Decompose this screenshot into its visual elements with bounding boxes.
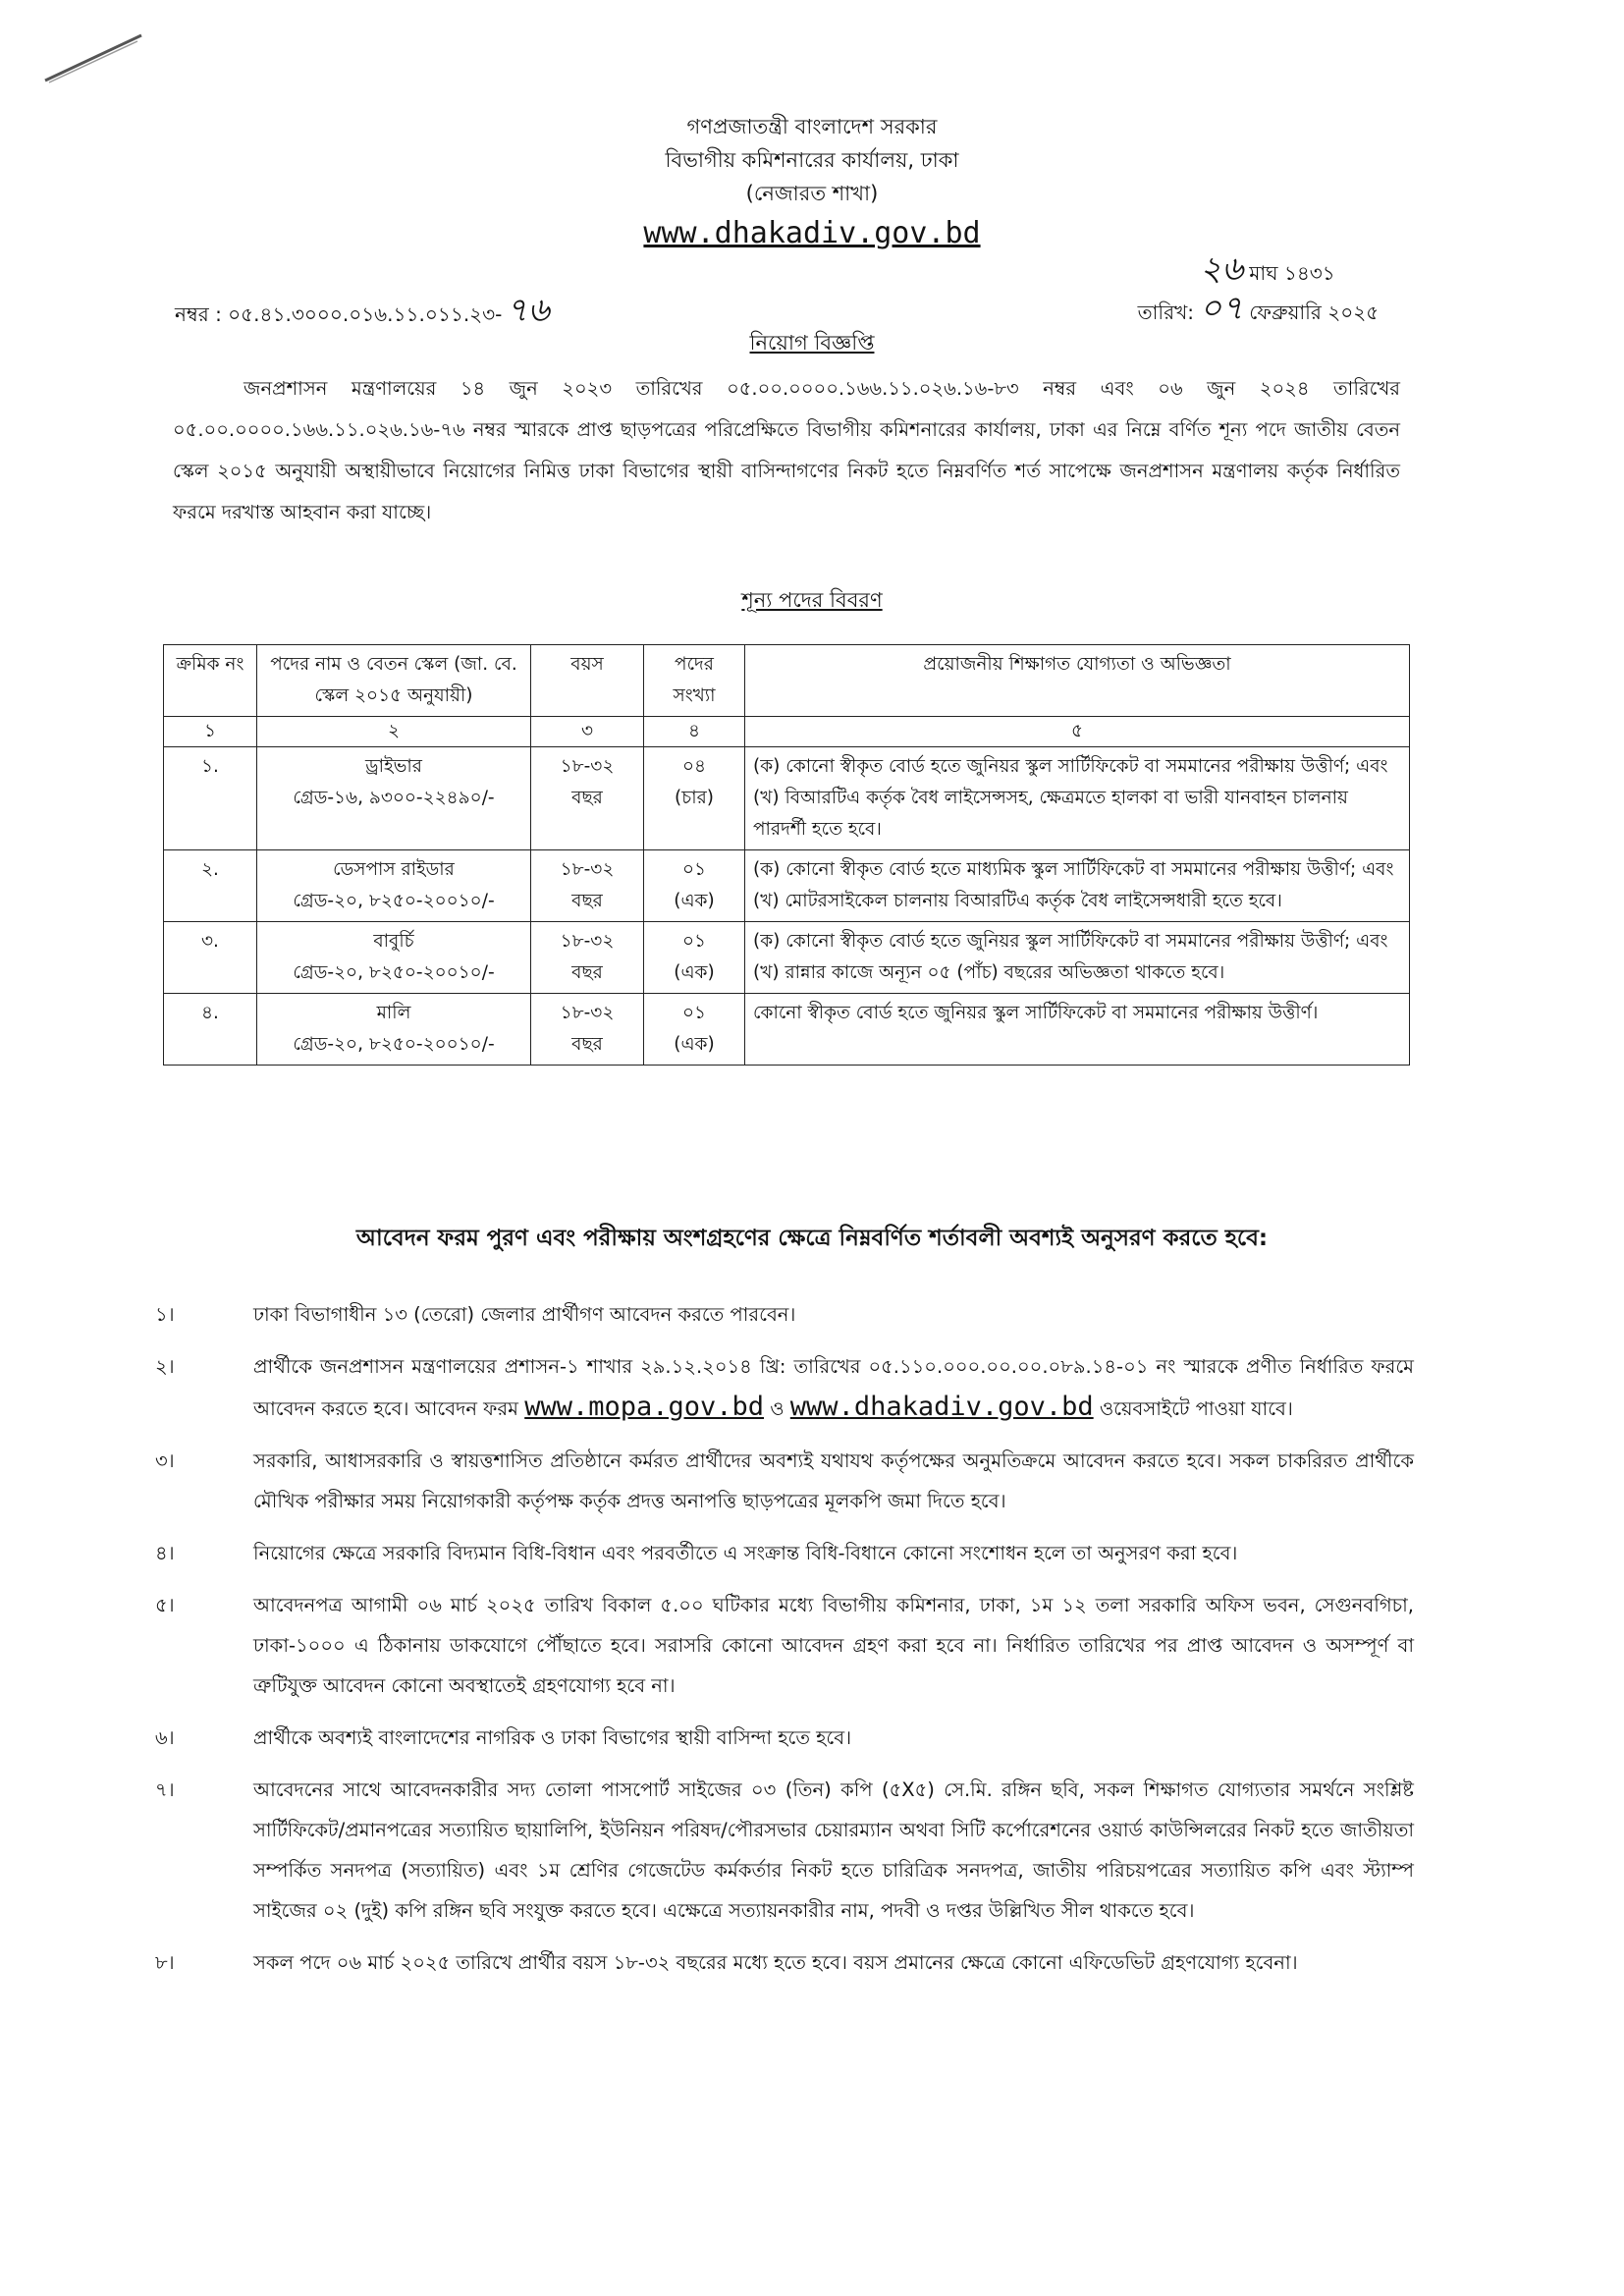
post-count: ০১ bbox=[681, 931, 707, 952]
list-item bbox=[147, 1533, 1414, 1573]
list-item bbox=[147, 1942, 1414, 1983]
condition-text: আবেদনপত্র আগামী ০৬ মার্চ ২০২৫ তারিখ বিকাল ৫.০০ ঘটিকার মধ্যে বিভাগীয় কমিশনার, ঢাকা, ১ম ১২ তলা সরকারি অফিস ভবন, সেগুনবগিচা, ঢাকা-১০০০ এ ঠিকানায় ডাকযোগে পৌঁছাতে হবে। সরাসরি কোনো আবেদন গ্রহণ করা হবে না। নির্ধারিত তারিখের পর প্রাপ্ত আবেদন ও অসম্পূর্ণ বা ত্রুটিযুক্ত আবেদন কোনো অবস্থাতেই গ্রহণযোগ্য হবে না। bbox=[253, 1594, 1414, 1697]
header-post: পদের নাম ও বেতন স্কেল (জা. বে. স্কেল ২০১৫ অনুযায়ী) bbox=[257, 645, 531, 717]
post-name: ড্রাইভার bbox=[365, 756, 422, 777]
qualification-line: (ক) কোনো স্বীকৃত বোর্ড হতে জুনিয়র স্কুল সার্টিফিকেট বা সমমানের পরীক্ষায় উত্তীর্ণ; এবং bbox=[753, 931, 1388, 952]
header-serial: ক্রমিক নং bbox=[164, 645, 257, 717]
intro-paragraph: জনপ্রশাসন মন্ত্রণালয়ের ১৪ জুন ২০২৩ তারিখের ০৫.০০.০০০০.১৬৬.১১.০২৬.১৬-৮৩ নম্বর এবং ০৬ জুন ২০২৪ তারিখের ০৫.০০.০০০০.১৬৬.১১.০২৬.১৬-৭৬ নম্বর স্মারকে প্রাপ্ত ছাড়পত্রের পরিপ্রেক্ষিতে বিভাগীয় কমিশনারের কার্যালয়, ঢাকা এর নিম্নে বর্ণিত শূন্য পদে জাতীয় বেতন স্কেল ২০১৫ অনুযায়ী অস্থায়ীভাবে নিয়োগের নিমিত্ত ঢাকা বিভাগের স্থায়ী বাসিন্দাগণের নিকট হতে নিম্নবর্ণিত শর্ত সাপেক্ষে জনপ্রশাসন মন্ত্রণালয় কর্তৃক নির্ধারিত ফরমে দরখাস্ত আহবান করা যাচ্ছে। bbox=[173, 377, 1400, 523]
header-qualification: প্রয়োজনীয় শিক্ষাগত যোগ্যতা ও অভিজ্ঞতা bbox=[745, 645, 1410, 717]
header-age: বয়স bbox=[531, 645, 644, 717]
notice-title: নিয়োগ বিজ্ঞপ্তি bbox=[749, 331, 875, 355]
condition-text: ঢাকা বিভাগাধীন ১৩ (তেরো) জেলার প্রার্থীগণ আবেদন করতে পারবেন। bbox=[253, 1303, 796, 1326]
pay-scale: গ্রেড-২০, ৮২৫০-২০০১০/- bbox=[293, 962, 495, 983]
header-count: পদের সংখ্যা bbox=[644, 645, 745, 717]
age-range: ১৮-৩২ bbox=[560, 1003, 615, 1023]
list-item bbox=[147, 1441, 1414, 1521]
post-count: ০১ bbox=[681, 1003, 707, 1023]
age-unit: বছর bbox=[571, 788, 603, 808]
condition-text: প্রার্থীকে জনপ্রশাসন মন্ত্রণালয়ের প্রশাসন-১ শাখার ২৯.১২.২০১৪ খ্রি: তারিখের ০৫.১১০.০০০.০০.০০.০৮৯.১৪-০১ নং স্মারকে প্রণীত নির্ধারিত ফরমে আবেদন করতে হবে। আবেদন ফরম bbox=[253, 1355, 1414, 1420]
branch-name: (নেজারত শাখা) bbox=[745, 182, 879, 205]
list-item bbox=[147, 1585, 1414, 1706]
post-count-words: (চার) bbox=[675, 788, 714, 808]
row-serial: ১. bbox=[164, 747, 257, 850]
post-count: ০১ bbox=[681, 859, 707, 880]
age-unit: বছর bbox=[571, 1034, 603, 1055]
post-name: মালি bbox=[376, 1003, 411, 1023]
age-range: ১৮-৩২ bbox=[560, 756, 615, 777]
table-row bbox=[164, 747, 1410, 850]
condition-number: ২। bbox=[155, 1355, 175, 1378]
list-item bbox=[147, 1346, 1414, 1429]
mopa-website-link[interactable]: www.mopa.gov.bd bbox=[524, 1392, 765, 1422]
condition-number: ৩। bbox=[155, 1449, 175, 1472]
bengali-day-handwritten: ২৬ bbox=[1200, 249, 1244, 289]
list-item bbox=[147, 1718, 1414, 1758]
pay-scale: গ্রেড-২০, ৮২৫০-২০০১০/- bbox=[293, 891, 495, 911]
pay-scale: গ্রেড-২০, ৮২৫০-২০০১০/- bbox=[293, 1034, 495, 1055]
condition-number: ৬। bbox=[155, 1726, 175, 1749]
government-name: গণপ্রজাতন্ত্রী বাংলাদেশ সরকার bbox=[686, 115, 938, 138]
bengali-month-year: মাঘ ১৪৩১ bbox=[1249, 261, 1335, 285]
pay-scale: গ্রেড-১৬, ৯৩০০-২২৪৯০/- bbox=[293, 788, 495, 808]
pen-stroke-mark bbox=[39, 29, 147, 88]
column-number: ৪ bbox=[644, 717, 745, 747]
conditions-title: আবেদন ফরম পুরণ এবং পরীক্ষায় অংশগ্রহণের ক্ষেত্রে নিম্নবর্ণিত শর্তাবলী অবশ্যই অনুসরণ করতে হবে: bbox=[355, 1226, 1269, 1251]
office-name: বিভাগীয় কমিশনারের কার্যালয়, ঢাকা bbox=[665, 148, 959, 172]
table-row bbox=[164, 994, 1410, 1066]
condition-text: নিয়োগের ক্ষেত্রে সরকারি বিদ্যমান বিধি-বিধান এবং পরবর্তীতে এ সংক্রান্ত বিধি-বিধানে কোনো সংশোধন হলে তা অনুসরণ করা হবে। bbox=[253, 1542, 1238, 1564]
condition-number: ৮। bbox=[155, 1951, 175, 1974]
row-serial: ৪. bbox=[164, 994, 257, 1066]
age-range: ১৮-৩২ bbox=[560, 931, 615, 952]
qualification-line: (ক) কোনো স্বীকৃত বোর্ড হতে জুনিয়র স্কুল সার্টিফিকেট বা সমমানের পরীক্ষায় উত্তীর্ণ; এবং bbox=[753, 756, 1388, 777]
memo-number-text: নম্বর : ০৫.৪১.৩০০০.০১৬.১১.০১১.২৩- bbox=[175, 302, 503, 326]
english-day-handwritten: ০৭ bbox=[1200, 289, 1244, 328]
condition-text: আবেদনের সাথে আবেদনকারীর সদ্য তোলা পাসপোর্ট সাইজের ০৩ (তিন) কপি (৫X৫) সে.মি. রঙ্গিন ছবি, সকল শিক্ষাগত যোগ্যতার সমর্থনে সংশ্লিষ্ট সার্টিফিকেট/প্রমানপত্রের সত্যায়িত ছায়ালিপি, ইউনিয়ন পরিষদ/পৌরসভার চেয়ারম্যান অথবা সিটি কর্পোরেশনের ওয়ার্ড কাউন্সিলরের নিকট হতে জাতীয়তা সম্পর্কিত সনদপত্র (সত্যায়িত) এবং ১ম শ্রেণির গেজেটেড কর্মকর্তার নিকট হতে চারিত্রিক সনদপত্র, জাতীয় পরিচয়পত্রের সত্যায়িত কপি এবং স্ট্যাম্প সাইজের ০২ (দুই) কপি রঙ্গিন ছবি সংযুক্ত করতে হবে। এক্ষেত্রে সত্যায়নকারীর নাম, পদবী ও দপ্তর উল্লিখিত সীল থাকতে হবে। bbox=[253, 1778, 1414, 1922]
english-month-year: ফেব্রুয়ারি ২০২৫ bbox=[1249, 301, 1380, 324]
date-block bbox=[1119, 244, 1380, 328]
list-item bbox=[147, 1294, 1414, 1335]
memo-handwritten-suffix: ৭৬ bbox=[506, 291, 550, 330]
condition-text: ও bbox=[770, 1397, 785, 1420]
qualification-line: কোনো স্বীকৃত বোর্ড হতে জুনিয়র স্কুল সার্টিফিকেট বা সমমানের পরীক্ষায় উত্তীর্ণ। bbox=[753, 1003, 1319, 1023]
post-count-words: (এক) bbox=[674, 1034, 715, 1055]
table-row bbox=[164, 922, 1410, 994]
condition-number: ৫। bbox=[155, 1594, 175, 1616]
post-count: ০৪ bbox=[681, 756, 707, 777]
condition-number: ১। bbox=[155, 1303, 175, 1326]
age-unit: বছর bbox=[571, 962, 603, 983]
table-row bbox=[164, 850, 1410, 922]
table-header-row bbox=[164, 645, 1410, 717]
post-count-words: (এক) bbox=[674, 891, 715, 911]
condition-text: প্রার্থীকে অবশ্যই বাংলাদেশের নাগরিক ও ঢাকা বিভাগের স্থায়ী বাসিন্দা হতে হবে। bbox=[253, 1726, 852, 1749]
qualification-line: (খ) মোটরসাইকেল চালনায় বিআরটিএ কর্তৃক বৈধ লাইসেন্সধারী হতে হবে। bbox=[753, 891, 1282, 911]
post-name: ডেসপাস রাইডার bbox=[333, 859, 455, 880]
column-number: ২ bbox=[257, 717, 531, 747]
age-range: ১৮-৩২ bbox=[560, 859, 615, 880]
vacancy-table bbox=[163, 644, 1410, 1066]
dhakadiv-website-link[interactable]: www.dhakadiv.gov.bd bbox=[789, 1392, 1094, 1422]
condition-number: ৭। bbox=[155, 1778, 175, 1801]
qualification-line: (খ) বিআরটিএ কর্তৃক বৈধ লাইসেন্সসহ, ক্ষেত্রমতে হালকা বা ভারী যানবাহন চালনায় পারদর্শী হতে হবে। bbox=[753, 788, 1348, 840]
condition-text: সকল পদে ০৬ মার্চ ২০২৫ তারিখে প্রার্থীর বয়স ১৮-৩২ বছরের মধ্যে হতে হবে। বয়স প্রমানের ক্ষেত্রে কোনো এফিডেভিট গ্রহণযোগ্য হবেনা। bbox=[253, 1951, 1298, 1974]
conditions-list bbox=[147, 1294, 1414, 1995]
letterhead bbox=[0, 110, 1624, 257]
row-serial: ৩. bbox=[164, 922, 257, 994]
post-count-words: (এক) bbox=[674, 962, 715, 983]
column-number: ৫ bbox=[745, 717, 1410, 747]
column-number: ১ bbox=[164, 717, 257, 747]
qualification-line: (ক) কোনো স্বীকৃত বোর্ড হতে মাধ্যমিক স্কুল সার্টিফিকেট বা সমমানের পরীক্ষায় উত্তীর্ণ; এবং bbox=[753, 859, 1394, 880]
date-label: তারিখ: bbox=[1137, 301, 1194, 324]
vacancy-section-title: শূন্য পদের বিবরণ bbox=[741, 588, 883, 612]
post-name: বাবুর্চি bbox=[373, 931, 414, 952]
condition-number: ৪। bbox=[155, 1542, 175, 1564]
list-item bbox=[147, 1770, 1414, 1931]
age-unit: বছর bbox=[571, 891, 603, 911]
row-serial: ২. bbox=[164, 850, 257, 922]
column-number-row bbox=[164, 717, 1410, 747]
qualification-line: (খ) রান্নার কাজে অন্যূন ০৫ (পাঁচ) বছরের অভিজ্ঞতা থাকতে হবে। bbox=[753, 962, 1225, 983]
column-number: ৩ bbox=[531, 717, 644, 747]
condition-text: সরকারি, আধাসরকারি ও স্বায়ত্তশাসিত প্রতিষ্ঠানে কর্মরত প্রার্থীদের অবশ্যই যথাযথ কর্তৃপক্ষের অনুমতিক্রমে আবেদন করতে হবে। সকল চাকরিরত প্রার্থীকে মৌখিক পরীক্ষার সময় নিয়োগকারী কর্তৃপক্ষ কর্তৃক প্রদত্ত অনাপত্তি ছাড়পত্রের মূলকপি জমা দিতে হবে। bbox=[253, 1449, 1414, 1512]
office-website-link[interactable]: www.dhakadiv.gov.bd bbox=[643, 216, 981, 250]
condition-text: ওয়েবসাইটে পাওয়া যাবে। bbox=[1099, 1397, 1293, 1420]
